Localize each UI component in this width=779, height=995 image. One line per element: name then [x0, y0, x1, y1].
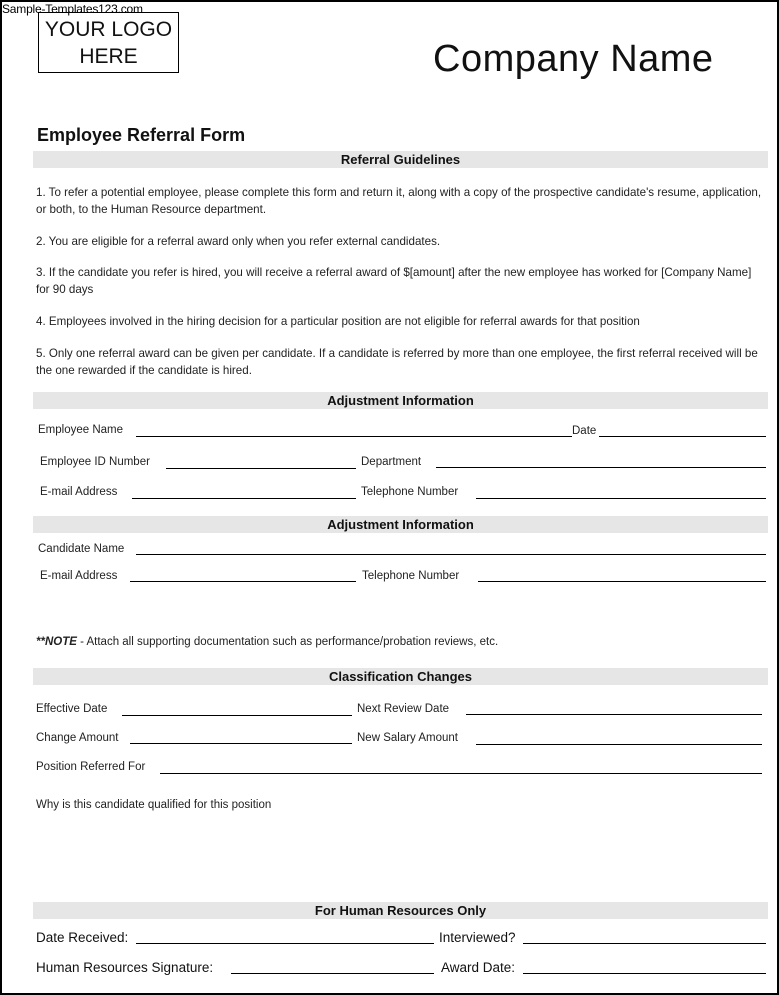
award-date-label: Award Date:: [441, 960, 516, 975]
department-label: Department: [361, 456, 422, 468]
note-text: - Attach all supporting documentation such as performance/probation reviews, etc.: [76, 636, 499, 648]
logo-placeholder: YOUR LOGO HERE: [38, 12, 179, 73]
candidate-telephone-field[interactable]: [478, 581, 766, 582]
guideline-3: 3. If the candidate you refer is hired, you will receive a referral award of $[amount] after the new employee has worked for [Company Name] for 90 days: [36, 266, 752, 296]
email-field[interactable]: [132, 498, 356, 499]
candidate-email-label: E-mail Address: [40, 570, 118, 582]
interviewed-field[interactable]: [523, 943, 766, 944]
interviewed-label: Interviewed?: [439, 930, 516, 945]
note: [36, 636, 498, 648]
section-header-referral-guidelines: Referral Guidelines: [33, 151, 768, 168]
candidate-name-field[interactable]: [136, 554, 766, 555]
form-title: Employee Referral Form: [37, 125, 246, 145]
effective-date-label: Effective Date: [36, 703, 108, 715]
watermark: Sample-Templates123.com: [2, 2, 143, 16]
next-review-date-field[interactable]: [466, 714, 762, 715]
next-review-date-label: Next Review Date: [357, 703, 450, 715]
hr-signature-field[interactable]: [231, 973, 434, 974]
employee-name-label: Employee Name: [38, 424, 124, 436]
change-amount-label: Change Amount: [36, 732, 119, 744]
hr-signature-label: Human Resources Signature:: [36, 960, 214, 975]
candidate-name-label: Candidate Name: [38, 543, 125, 555]
why-qualified-label: Why is this candidate qualified for this position: [36, 799, 272, 811]
date-received-label: Date Received:: [36, 930, 129, 945]
award-date-field[interactable]: [523, 973, 766, 974]
date-label: Date: [572, 425, 599, 437]
section-header-candidate-information: Adjustment Information: [33, 516, 768, 533]
section-header-hr-only: For Human Resources Only: [33, 902, 768, 919]
employee-id-field[interactable]: [166, 468, 356, 469]
section-header-classification-changes: Classification Changes: [33, 668, 768, 685]
new-salary-amount-label: New Salary Amount: [357, 732, 458, 744]
department-field[interactable]: [436, 467, 766, 468]
new-salary-amount-field[interactable]: [476, 744, 762, 745]
change-amount-field[interactable]: [130, 743, 352, 744]
section-header-employee-information: Adjustment Information: [33, 392, 768, 409]
telephone-label: Telephone Number: [361, 486, 459, 498]
employee-name-field[interactable]: [136, 436, 766, 437]
position-referred-for-field[interactable]: [160, 773, 762, 774]
guideline-2: 2. You are eligible for a referral award only when you refer external candidates.: [36, 235, 441, 248]
effective-date-field[interactable]: [122, 715, 352, 716]
telephone-field[interactable]: [476, 498, 766, 499]
email-label: E-mail Address: [40, 486, 118, 498]
employee-id-label: Employee ID Number: [40, 456, 150, 468]
note-prefix: **NOTE: [36, 636, 77, 648]
position-referred-for-label: Position Referred For: [36, 761, 146, 773]
guideline-4: 4. Employees involved in the hiring decision for a particular position are not eligible for referral awards for that position: [36, 315, 640, 328]
company-name: Company Name: [433, 38, 714, 80]
candidate-telephone-label: Telephone Number: [362, 570, 460, 582]
date-received-field[interactable]: [136, 943, 434, 944]
candidate-email-field[interactable]: [130, 581, 356, 582]
guideline-5: 5. Only one referral award can be given per candidate. If a candidate is referred by more than one employee, the first referral received will be the one rewarded if the candidate is hired.: [36, 347, 758, 377]
why-qualified-area[interactable]: [36, 818, 766, 888]
guideline-1: 1. To refer a potential employee, please complete this form and return it, along with a copy of the prospective candidate's resume, application, or both, to the Human Resource department.: [36, 186, 762, 216]
